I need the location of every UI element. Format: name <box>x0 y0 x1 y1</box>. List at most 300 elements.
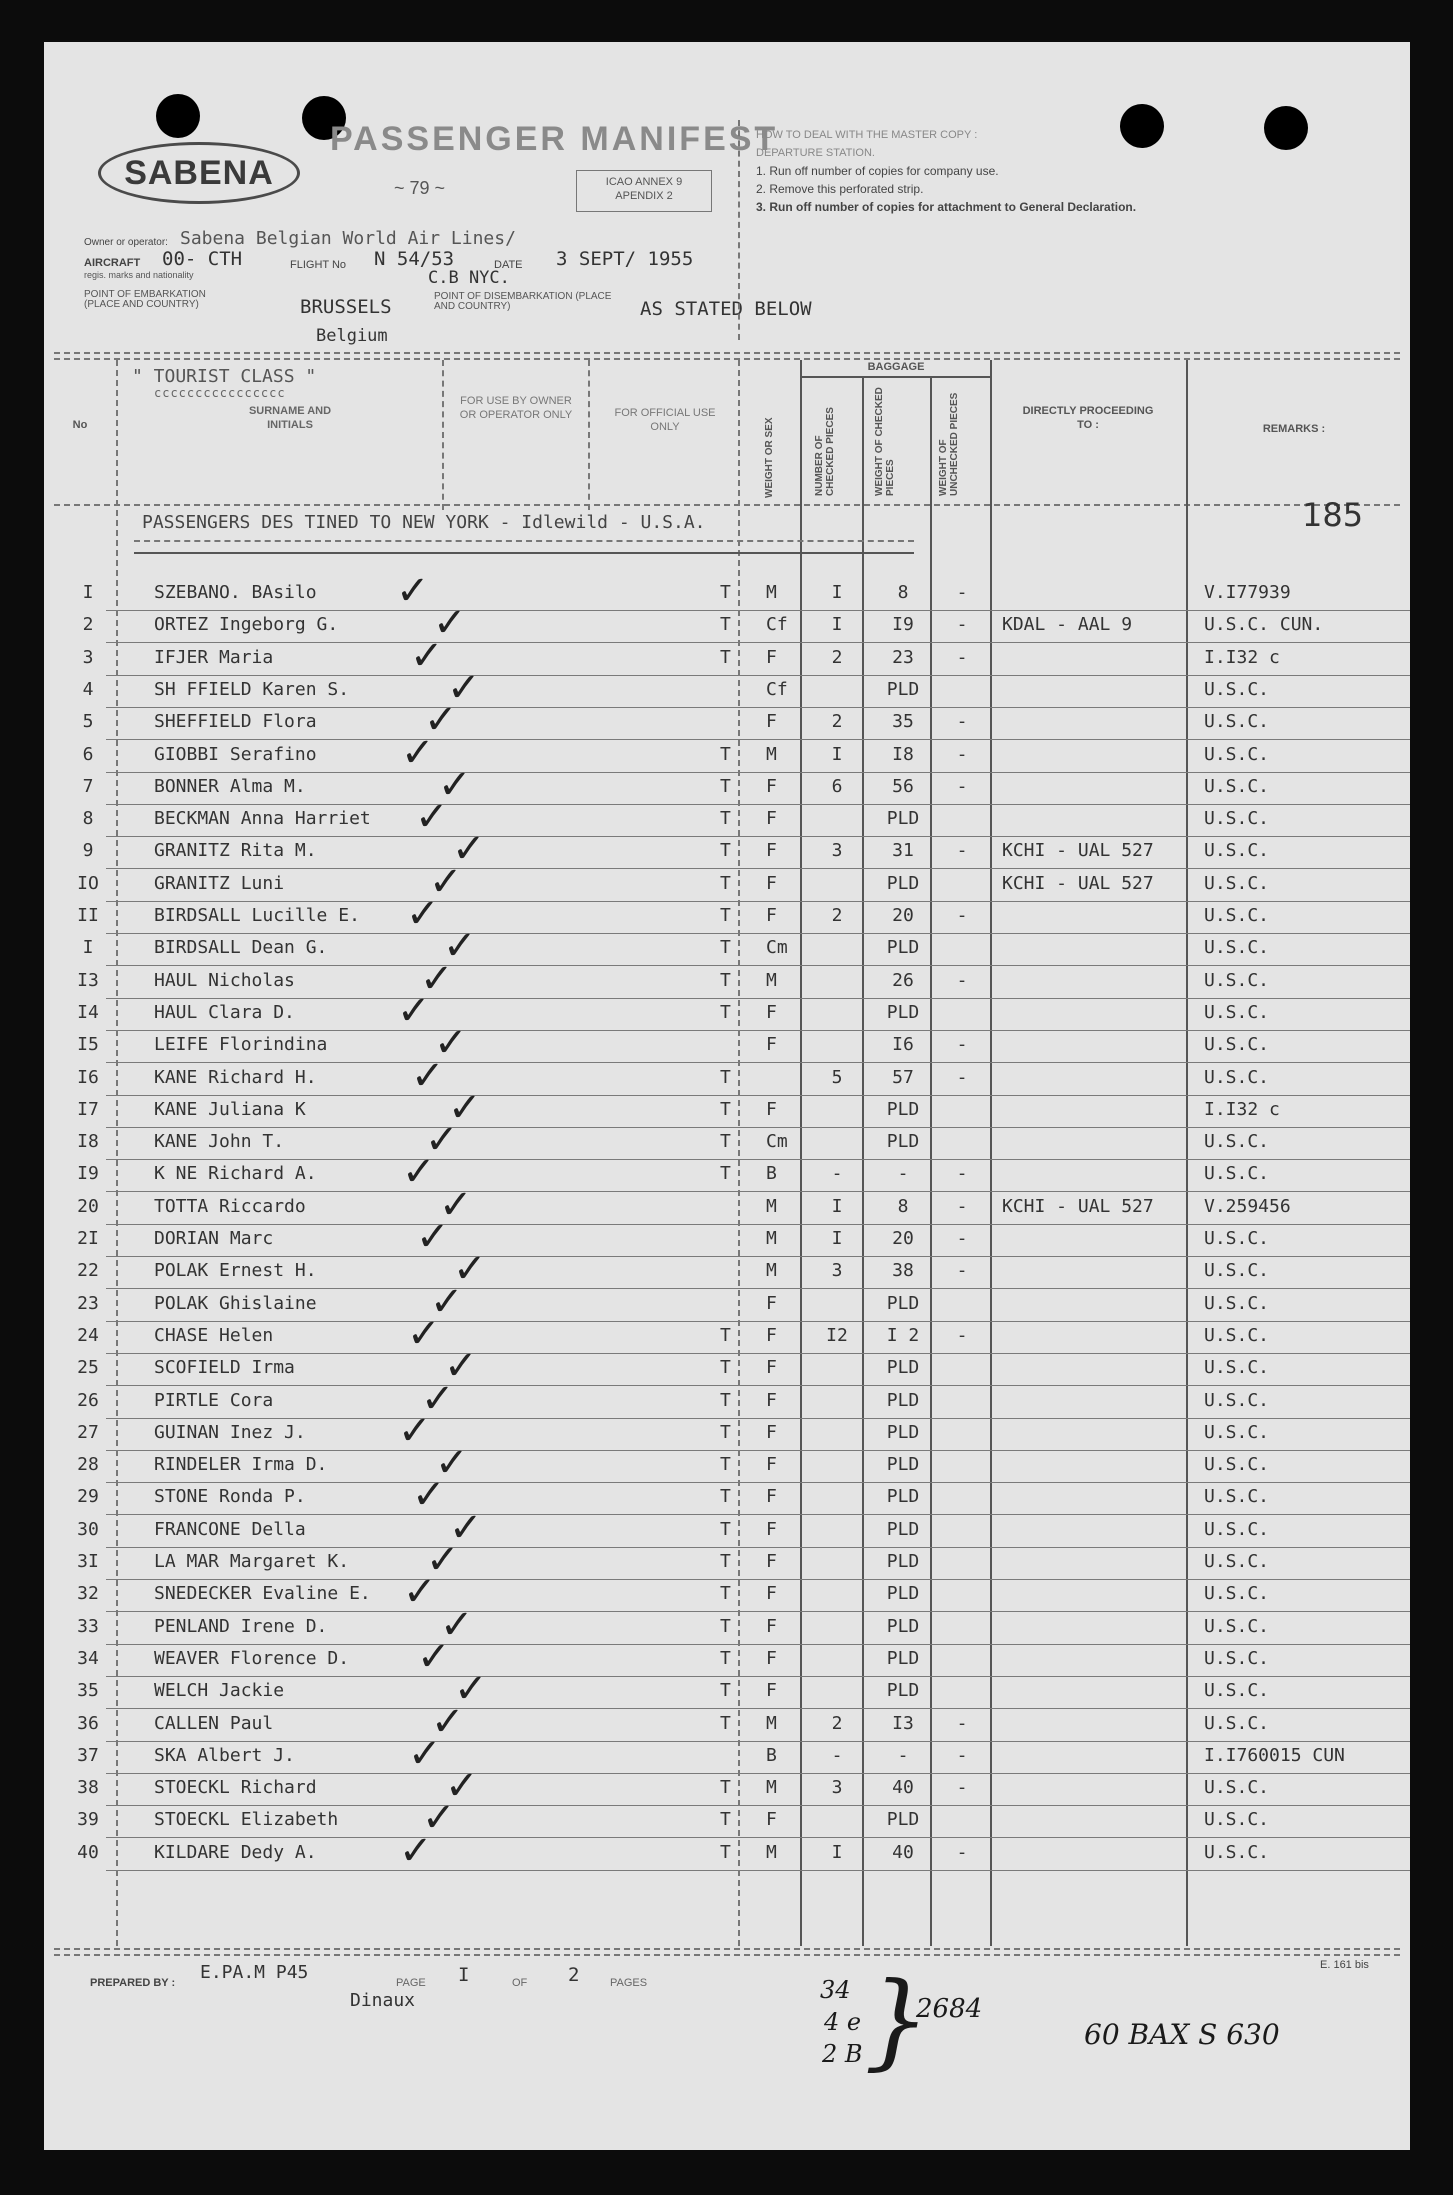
destination-underline-2 <box>134 552 914 554</box>
passenger-t: T <box>720 1518 731 1540</box>
passenger-rem: U.S.C. <box>1204 1615 1270 1637</box>
passenger-sex: F <box>766 646 777 668</box>
checkmark-icon: ✓ <box>422 1795 456 1842</box>
flight-label: FLIGHT No <box>290 259 347 271</box>
passenger-name: ORTEZ Ingeborg G. <box>154 614 339 636</box>
handwritten-count-2: 4 e <box>824 2008 862 2036</box>
passenger-name: GIOBBI Serafino <box>154 743 317 765</box>
passenger-rem: U.S.C. <box>1204 678 1270 700</box>
passenger-name: BONNER Alma M. <box>154 775 306 797</box>
passenger-rem: I.I32 c <box>1204 1098 1280 1120</box>
passenger-pcs: 2 <box>831 1712 843 1734</box>
passenger-t: T <box>720 743 731 765</box>
passenger-dash: - <box>956 582 968 603</box>
passenger-wt: 56 <box>892 775 914 797</box>
passenger-no: 4 <box>82 678 94 700</box>
passenger-sex: F <box>766 1098 777 1120</box>
passenger-t: T <box>720 646 731 668</box>
passenger-dash: - <box>956 1260 968 1282</box>
table-row <box>44 1181 1410 1228</box>
passenger-rem: U.S.C. <box>1204 1163 1270 1185</box>
carrier-value: Sabena Belgian World Air Lines/ <box>180 228 516 249</box>
table-row <box>44 1149 1410 1196</box>
embarkation-label: POINT OF EMBARKATION (PLACE AND COUNTRY) <box>84 289 206 310</box>
passenger-no: 5 <box>82 711 94 733</box>
passenger-wt: I9 <box>892 614 914 636</box>
passenger-rem: U.S.C. <box>1204 1551 1270 1572</box>
table-row <box>44 1052 1410 1099</box>
passenger-pcs: I <box>831 743 843 765</box>
passenger-wt: 23 <box>892 646 914 668</box>
passenger-no: 8 <box>82 808 94 830</box>
passenger-wt: 40 <box>892 1777 914 1799</box>
checkmark-icon: ✓ <box>420 955 454 1002</box>
checkmark-icon: ✓ <box>401 729 435 776</box>
passenger-name: SHEFFIELD Flora <box>154 711 317 733</box>
passenger-wt: PLD <box>886 678 920 700</box>
passenger-pcs: I <box>831 1228 843 1249</box>
passenger-name: HAUL Nicholas <box>154 969 295 991</box>
table-row <box>44 1763 1410 1810</box>
passenger-rem: U.S.C. <box>1204 1066 1270 1088</box>
checkmark-icon: ✓ <box>415 794 449 841</box>
passenger-no: 6 <box>82 743 94 765</box>
checkmark-icon: ✓ <box>421 1375 455 1422</box>
passenger-rem: U.S.C. <box>1204 1454 1270 1476</box>
table-row <box>44 1569 1410 1616</box>
passenger-no: I8 <box>77 1131 99 1153</box>
passenger-name: RINDELER Irma D. <box>154 1454 328 1476</box>
passenger-sex: F <box>766 1680 777 1702</box>
passenger-pcs: - <box>831 1163 843 1185</box>
table-row <box>44 729 1410 776</box>
table-row <box>44 1343 1410 1390</box>
table-row <box>44 761 1410 808</box>
passenger-rem: U.S.C. <box>1204 1486 1270 1508</box>
passenger-no: 30 <box>77 1518 99 1540</box>
passenger-name: IFJER Maria <box>154 646 274 668</box>
table-row <box>44 1278 1410 1325</box>
col-header-checked-weight: WEIGHT OF CHECKED PIECES <box>874 387 896 496</box>
passenger-name: LA MAR Margaret K. <box>154 1551 350 1572</box>
passenger-t: T <box>720 1680 731 1702</box>
passenger-wt: PLD <box>886 1001 920 1023</box>
form-code: E. 161 bis <box>1320 1959 1369 1971</box>
table-row <box>44 600 1410 647</box>
passenger-t: T <box>720 1809 731 1831</box>
table-row <box>44 1020 1410 1067</box>
passenger-wt: PLD <box>886 1292 920 1314</box>
table-row <box>44 1084 1410 1131</box>
passenger-pcs: 2 <box>831 646 843 668</box>
passenger-rem: U.S.C. <box>1204 1131 1270 1153</box>
passenger-no: 3 <box>82 646 94 668</box>
destination-underline <box>134 540 914 542</box>
passenger-no: 2I <box>77 1228 99 1249</box>
prepared-by-label: PREPARED BY : <box>90 1977 176 1989</box>
manifest-title: PASSENGER MANIFEST <box>330 120 779 158</box>
passenger-t: T <box>720 808 731 830</box>
passenger-sex: F <box>766 1583 777 1605</box>
passenger-no: I7 <box>77 1098 99 1120</box>
passenger-rem: U.S.C. <box>1204 905 1270 926</box>
checkmark-icon: ✓ <box>408 1730 442 1777</box>
passenger-name: HAUL Clara D. <box>154 1001 295 1023</box>
col-header-weight: WEIGHT OR SEX <box>764 417 775 498</box>
passenger-no: II <box>77 905 99 926</box>
col-header-proceeding: DIRECTLY PROCEEDING TO : <box>1022 405 1154 431</box>
passenger-t: T <box>720 1454 731 1476</box>
table-row <box>44 1407 1410 1454</box>
passenger-sex: F <box>766 1034 777 1056</box>
passenger-name: KANE Juliana K <box>154 1098 306 1120</box>
checkmark-icon: ✓ <box>407 1310 441 1357</box>
icao-annex: ICAO ANNEX 9 <box>605 176 683 188</box>
icao-appendix: APENDIX 2 <box>615 190 673 202</box>
passenger-name: PIRTLE Cora <box>154 1389 274 1411</box>
handwritten-count-1: 34 <box>820 1976 851 2004</box>
passenger-pcs: 3 <box>831 840 843 862</box>
passenger-no: 22 <box>77 1260 99 1282</box>
passenger-no: 23 <box>77 1292 99 1314</box>
passenger-sex: Cf <box>766 614 788 636</box>
passenger-name: GRANITZ Luni <box>154 872 285 894</box>
passenger-rem: U.S.C. <box>1204 1680 1270 1702</box>
passenger-rem: V.I77939 <box>1204 582 1291 603</box>
passenger-t: T <box>720 1357 731 1379</box>
instructions-divider <box>738 120 740 340</box>
passenger-no: IO <box>77 872 99 894</box>
disembarkation-label: POINT OF DISEMBARKATION (PLACE AND COUNTRY) <box>434 291 612 312</box>
table-row <box>44 1795 1410 1842</box>
passenger-sex: F <box>766 1551 777 1572</box>
table-row <box>44 1537 1410 1583</box>
passenger-name: SCOFIELD Irma <box>154 1357 295 1379</box>
table-row <box>44 923 1410 970</box>
checkmark-icon: ✓ <box>440 1601 474 1648</box>
passenger-t: T <box>720 1647 731 1669</box>
passenger-wt: 8 <box>897 1195 909 1217</box>
pages-label: PAGES <box>610 1977 648 1989</box>
col-header-owner: FOR USE BY OWNER OR OPERATOR ONLY <box>459 395 573 421</box>
checkmark-icon: ✓ <box>403 1569 437 1616</box>
passenger-dash: - <box>956 711 968 733</box>
passenger-rem: U.S.C. <box>1204 1647 1270 1669</box>
table-row <box>44 1117 1410 1164</box>
passenger-sex: M <box>766 1260 777 1282</box>
table-row <box>44 1246 1410 1293</box>
passenger-no: 34 <box>77 1647 99 1669</box>
passenger-sex: F <box>766 1518 777 1540</box>
passenger-rem: U.S.C. <box>1204 872 1270 894</box>
passenger-name: CHASE Helen <box>154 1324 274 1346</box>
passenger-wt: PLD <box>886 1551 920 1572</box>
handwritten-bag-count: 60 BAX S 630 <box>1084 2018 1280 2051</box>
passenger-sex: F <box>766 1357 777 1379</box>
passenger-t: T <box>720 1001 731 1023</box>
passenger-pcs: - <box>831 1744 843 1766</box>
passenger-t: T <box>720 1486 731 1508</box>
passenger-name: POLAK Ernest H. <box>154 1260 317 1282</box>
table-row <box>44 826 1410 873</box>
passenger-t: T <box>720 1389 731 1411</box>
passenger-pcs: I2 <box>826 1324 848 1346</box>
checkmark-icon: ✓ <box>417 1633 451 1680</box>
checkmark-icon: ✓ <box>399 1827 433 1874</box>
col-header-remarks: REMARKS : <box>1262 423 1326 435</box>
passenger-sex: M <box>766 1777 777 1799</box>
passenger-rem: U.S.C. <box>1204 775 1270 797</box>
punch-hole-1 <box>156 94 200 138</box>
total-pages: 2 <box>568 1964 580 1986</box>
checkmark-icon: ✓ <box>445 1763 479 1810</box>
passenger-sex: Cm <box>766 937 788 959</box>
passenger-no: 3I <box>77 1551 99 1572</box>
passenger-rem: U.S.C. <box>1204 808 1270 830</box>
passenger-rem: U.S.C. <box>1204 1292 1270 1314</box>
passenger-wt: 31 <box>892 840 914 862</box>
passenger-no: 40 <box>77 1841 99 1863</box>
passenger-no: I9 <box>77 1163 99 1185</box>
checkmark-icon: ✓ <box>425 1117 459 1164</box>
passenger-wt: PLD <box>886 1357 920 1379</box>
passenger-wt: 35 <box>892 711 914 733</box>
page-stamp: 185 <box>1302 496 1364 534</box>
passenger-name: STOECKL Richard <box>154 1777 317 1799</box>
sabena-logo: SABENA <box>98 142 300 204</box>
checkmark-icon: ✓ <box>426 1537 460 1583</box>
tourist-class-label: " TOURIST CLASS " <box>132 366 317 387</box>
passenger-wt: I3 <box>892 1712 914 1734</box>
checkmark-icon: ✓ <box>406 891 440 937</box>
checkmark-icon: ✓ <box>444 1343 478 1390</box>
footer-rule <box>54 1948 1400 1950</box>
passenger-no: 29 <box>77 1486 99 1508</box>
passenger-rem: U.S.C. <box>1204 1034 1270 1056</box>
instruction-2: 2. Remove this perforated strip. <box>756 182 924 196</box>
passenger-name: KILDARE Dedy A. <box>154 1841 317 1863</box>
passenger-no: 36 <box>77 1712 99 1734</box>
passenger-rem: U.S.C. <box>1204 1809 1270 1831</box>
checkmark-icon: ✓ <box>438 761 472 808</box>
checkmark-icon: ✓ <box>398 1407 432 1454</box>
passenger-rem: U.S.C. <box>1204 1001 1270 1023</box>
disembarkation-value: AS STATED BELOW <box>640 298 812 320</box>
passenger-sex: M <box>766 582 777 603</box>
table-row <box>44 1375 1410 1422</box>
passenger-wt: PLD <box>886 1615 920 1637</box>
table-row <box>44 1730 1410 1777</box>
table-row <box>44 1601 1410 1648</box>
passenger-pcs: 2 <box>831 711 843 733</box>
passenger-t: T <box>720 614 731 636</box>
passenger-name: FRANCONE Della <box>154 1518 306 1540</box>
passenger-no: 38 <box>77 1777 99 1799</box>
embarkation-country: Belgium <box>316 326 388 346</box>
passenger-rem: U.S.C. <box>1204 743 1270 765</box>
passenger-wt: PLD <box>886 1583 920 1605</box>
passenger-no: 20 <box>77 1195 99 1217</box>
passenger-name: GRANITZ Rita M. <box>154 840 317 862</box>
table-row <box>44 891 1410 937</box>
col-header-surname: SURNAME AND INITIALS <box>248 405 332 431</box>
passenger-name: DORIAN Marc <box>154 1228 274 1249</box>
passenger-wt: 20 <box>892 1228 914 1249</box>
passenger-pcs: I <box>831 614 843 636</box>
passenger-wt: 38 <box>892 1260 914 1282</box>
manifest-sheet <box>44 42 1410 2150</box>
flight-value: N 54/53 <box>374 248 455 270</box>
page-label: PAGE <box>396 1977 426 1989</box>
passenger-name: STONE Ronda P. <box>154 1486 306 1508</box>
passenger-rem: U.S.C. <box>1204 1357 1270 1379</box>
passenger-name: SZEBANO. BAsilo <box>154 582 317 603</box>
checkmark-icon: ✓ <box>396 568 430 614</box>
passenger-sex: F <box>766 840 777 862</box>
passenger-dash: - <box>956 743 968 765</box>
checkmark-icon: ✓ <box>434 1020 468 1067</box>
passenger-dash: - <box>956 1324 968 1346</box>
passenger-dash: - <box>956 775 968 797</box>
aircraft-value: 00- CTH <box>162 248 243 270</box>
passenger-sex: M <box>766 1195 777 1217</box>
passenger-rem: U.S.C. <box>1204 711 1270 733</box>
passenger-dash: - <box>956 646 968 668</box>
passenger-rem: I.I760015 CUN <box>1204 1744 1345 1766</box>
handwritten-brace: } <box>864 1959 931 2081</box>
passenger-wt: PLD <box>886 1809 920 1831</box>
passenger-proc: KCHI - UAL 527 <box>1002 840 1154 862</box>
passenger-pcs: I <box>831 1841 843 1863</box>
prepared-by-value: E.PA.M P45 <box>200 1962 309 1983</box>
passenger-wt: I8 <box>892 743 914 765</box>
col-header-official: FOR OFFICIAL USE ONLY <box>614 407 716 433</box>
passenger-wt: 8 <box>897 582 909 603</box>
passenger-dash: - <box>956 1712 968 1734</box>
table-row <box>44 1472 1410 1519</box>
passenger-t: T <box>720 872 731 894</box>
handwritten-total: 2684 <box>916 1994 983 2024</box>
passenger-name: CALLEN Paul <box>154 1712 274 1734</box>
passenger-sex: Cf <box>766 678 788 700</box>
passenger-t: T <box>720 840 731 862</box>
icao-reference-box <box>576 170 712 212</box>
passenger-rem: V.259456 <box>1204 1195 1291 1217</box>
passenger-t: T <box>720 1551 731 1572</box>
passenger-name: POLAK Ghislaine <box>154 1292 317 1314</box>
checkmark-icon: ✓ <box>443 923 477 970</box>
passenger-t: T <box>720 1421 731 1443</box>
col-sep-owner <box>588 360 590 510</box>
passenger-no: 26 <box>77 1389 99 1411</box>
passenger-no: 28 <box>77 1454 99 1476</box>
table-row <box>44 1504 1410 1551</box>
passenger-wt: PLD <box>886 1098 920 1120</box>
passenger-name: BECKMAN Anna Harriet <box>154 808 371 830</box>
page-code: ~ 79 ~ <box>394 178 446 198</box>
passenger-wt: I 2 <box>886 1324 920 1346</box>
prepared-by-name: Dinaux <box>350 1990 416 2011</box>
passenger-rem: U.S.C. <box>1204 1583 1270 1605</box>
passenger-pcs: 3 <box>831 1777 843 1799</box>
passenger-t: T <box>720 937 731 959</box>
table-row <box>44 1214 1410 1260</box>
checkmark-icon: ✓ <box>453 1246 487 1293</box>
passenger-t: T <box>720 1163 731 1185</box>
checkmark-icon: ✓ <box>431 1698 465 1745</box>
table-row <box>44 987 1410 1034</box>
passenger-wt: PLD <box>886 1131 920 1153</box>
col-header-unchecked-weight: WEIGHT OF UNCHECKED PIECES <box>938 392 960 496</box>
passenger-sex: F <box>766 1454 777 1476</box>
passenger-name: SH FFIELD Karen S. <box>154 678 350 700</box>
passenger-sex: M <box>766 969 777 991</box>
passenger-no: 7 <box>82 775 94 797</box>
table-top-rule-2 <box>54 358 1400 360</box>
passenger-rem: U.S.C. <box>1204 840 1270 862</box>
checkmark-icon: ✓ <box>448 1084 482 1131</box>
passenger-sex: Cm <box>766 1131 788 1153</box>
passenger-wt: PLD <box>886 872 920 894</box>
passenger-wt: PLD <box>886 1421 920 1443</box>
passenger-name: K NE Richard A. <box>154 1163 317 1185</box>
table-row <box>44 568 1410 614</box>
checkmark-icon: ✓ <box>416 1214 450 1260</box>
passenger-rem: U.S.C. <box>1204 1841 1270 1863</box>
passenger-dash: - <box>956 1841 968 1863</box>
passenger-wt: 57 <box>892 1066 914 1088</box>
passenger-sex: F <box>766 1647 777 1669</box>
passenger-sex: M <box>766 1841 777 1863</box>
checkmark-icon: ✓ <box>452 826 486 873</box>
passenger-rem: U.S.C. <box>1204 1260 1270 1282</box>
passenger-name: KANE Richard H. <box>154 1066 317 1088</box>
passenger-pcs: 6 <box>831 775 843 797</box>
passenger-t: T <box>720 905 731 926</box>
passenger-sex: F <box>766 1809 777 1831</box>
passenger-sex: F <box>766 1486 777 1508</box>
passenger-name: PENLAND Irene D. <box>154 1615 328 1637</box>
passenger-name: LEIFE Florindina <box>154 1034 328 1056</box>
passenger-pcs: 5 <box>831 1066 843 1088</box>
table-row <box>44 1310 1410 1357</box>
checkmark-icon: ✓ <box>397 987 431 1034</box>
table-row <box>44 632 1410 679</box>
aircraft-label: AIRCRAFT <box>84 257 141 269</box>
table-top-rule <box>54 352 1400 354</box>
passenger-dash: - <box>956 969 968 991</box>
passenger-sex: B <box>766 1744 777 1766</box>
instruction-3: 3. Run off number of copies for attachment to General Declaration. <box>756 200 1137 214</box>
passenger-rem: U.S.C. <box>1204 937 1270 959</box>
passenger-name: BIRDSALL Lucille E. <box>154 905 360 926</box>
flight-via: C.B NYC. <box>428 268 510 288</box>
checkmark-icon: ✓ <box>412 1472 446 1519</box>
instructions-block <box>756 126 1136 216</box>
col-header-checked-pieces: NUMBER OF CHECKED PIECES <box>814 407 836 496</box>
checkmark-icon: ✓ <box>402 1149 436 1196</box>
passenger-t: T <box>720 1131 731 1153</box>
checkmark-icon: ✓ <box>447 664 481 711</box>
passenger-pcs: I <box>831 582 843 603</box>
passenger-rem: U.S.C. <box>1204 1518 1270 1540</box>
destination-line: PASSENGERS DES TINED TO NEW YORK - Idlewild - U.S.A. <box>142 512 706 533</box>
passenger-wt: 40 <box>892 1841 914 1863</box>
passenger-name: WEAVER Florence D. <box>154 1647 350 1669</box>
passenger-t: T <box>720 1324 731 1346</box>
passenger-rem: U.S.C. <box>1204 969 1270 991</box>
table-row <box>44 794 1410 841</box>
